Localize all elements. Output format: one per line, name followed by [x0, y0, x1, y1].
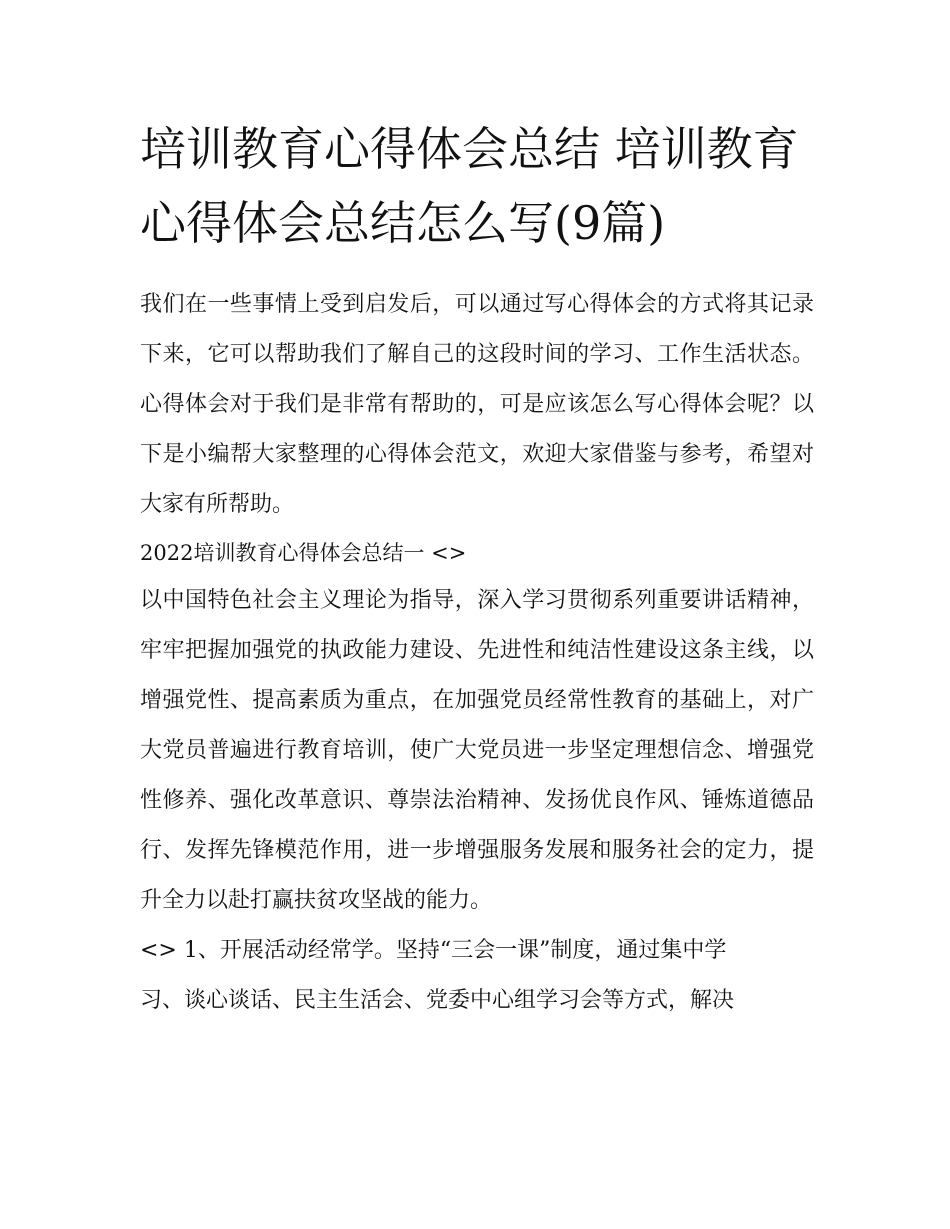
list-item-line: 习、谈心谈话、民主生活会、党委中心组学习会等方式，解决	[140, 988, 735, 1013]
section-heading: 2022培训教育心得体会总结一 <>	[140, 541, 467, 565]
section-body-paragraph: 以中国特色社会主义理论为指导，深入学习贯彻系列重要讲话精神，牢牢把握加强党的执政能力建设、先进性和纯洁性建设这条主线，以增强党性、提高素质为重点，在加强党员经常性教育的基础上，对广大党员普遍进行教育培训，使广大党员进一步坚定理想信念、增强党性修养、强化改革意识、尊崇法治精神、发扬优良作风、锤炼道德品行、发挥先锋模范作用，进一步增强服务发展和服务社会的定力，提升全力以赴打赢扶贫攻坚战的能力。	[140, 588, 814, 913]
document-title: 培训教育心得体会总结 培训教育心得体会总结怎么写(9篇)	[140, 122, 799, 250]
document-page	[140, 112, 814, 1026]
intro-paragraph: 我们在一些事情上受到启发后，可以通过写心得体会的方式将其记录下来，它可以帮助我们了解自己的这段时间的学习、工作生活状态。心得体会对于我们是非常有帮助的，可是应该怎么写心得体会呢？以下是小编帮大家整理的心得体会范文，欢迎大家借鉴与参考，希望对大家有所帮助。	[140, 292, 814, 517]
list-item-line: <> 1、开展活动经常学。坚持“三会一课”制度，通过集中学	[140, 938, 727, 963]
